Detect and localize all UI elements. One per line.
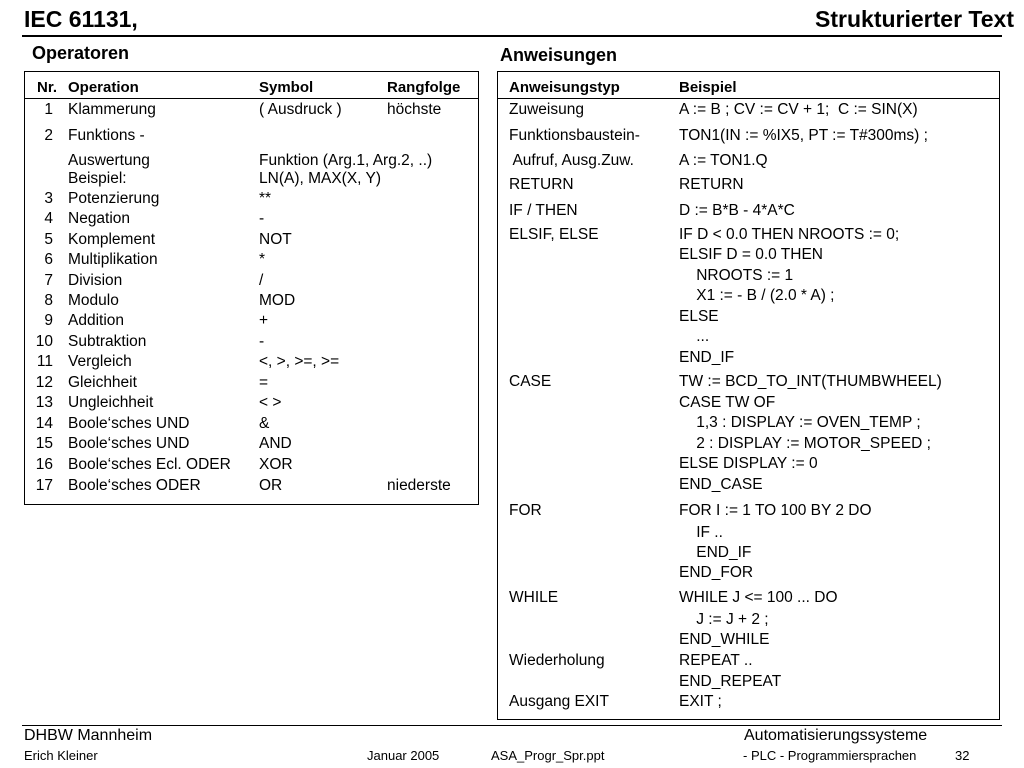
operator-name: Boole‘sches UND — [68, 415, 190, 432]
operator-nr: 1 — [44, 101, 53, 118]
operator-symbol: - — [259, 210, 265, 227]
statement-example: A := TON1.Q — [679, 152, 768, 169]
operator-nr: 16 — [35, 456, 53, 473]
statement-type: Zuweisung — [509, 101, 584, 118]
operator-symbol: Funktion (Arg.1, Arg.2, ..) — [259, 152, 433, 169]
operator-nr: 13 — [35, 394, 53, 411]
col-header-nr: Nr. — [37, 79, 58, 96]
statement-type: RETURN — [509, 176, 574, 193]
statement-type: FOR — [509, 502, 542, 519]
statement-example: 2 : DISPLAY := MOTOR_SPEED ; — [679, 435, 931, 452]
col-header-beispiel: Beispiel — [679, 79, 737, 96]
statement-example: END_IF — [679, 544, 752, 561]
operator-name: Klammerung — [68, 101, 156, 118]
col-header-operation: Operation — [68, 79, 139, 96]
operator-nr: 12 — [35, 374, 53, 391]
statement-type: Wiederholung — [509, 652, 605, 669]
operator-symbol: LN(A), MAX(X, Y) — [259, 170, 382, 187]
operator-symbol: + — [259, 312, 269, 329]
statement-example: A := B ; CV := CV + 1; C := SIN(X) — [679, 101, 918, 118]
operator-nr: 10 — [35, 333, 53, 350]
anweisungen-heading: Anweisungen — [500, 45, 618, 65]
statement-type: Funktionsbaustein- — [509, 127, 640, 144]
operator-nr: 8 — [44, 292, 53, 309]
title-divider — [22, 35, 1002, 37]
header-divider — [498, 98, 999, 99]
footer-divider — [22, 725, 1002, 726]
statement-example: REPEAT .. — [679, 652, 753, 669]
operatoren-heading: Operatoren — [32, 43, 130, 63]
statement-example: END_REPEAT — [679, 673, 782, 690]
operator-nr: 2 — [44, 127, 53, 144]
statement-type: WHILE — [509, 589, 559, 606]
statement-example: X1 := - B / (2.0 * A) ; — [679, 287, 835, 304]
statement-example: ELSIF D = 0.0 THEN — [679, 246, 824, 263]
footer-course: Automatisierungssysteme — [744, 727, 928, 744]
operator-nr: 15 — [35, 435, 53, 452]
operator-rank: niederste — [387, 477, 451, 494]
statement-table — [497, 71, 1000, 720]
col-header-anweisungstyp: Anweisungstyp — [509, 79, 620, 96]
slide-title-left: IEC 61131, — [24, 6, 138, 32]
statement-example: IF D < 0.0 THEN NROOTS := 0; — [679, 226, 900, 243]
operator-name: Modulo — [68, 292, 119, 309]
footer-filename: ASA_Progr_Spr.ppt — [491, 748, 605, 763]
footer-author: Erich Kleiner — [24, 748, 98, 763]
operator-symbol: * — [259, 251, 266, 268]
statement-example: TON1(IN := %IX5, PT := T#300ms) ; — [679, 127, 928, 144]
statement-example: END_WHILE — [679, 631, 770, 648]
operator-symbol: ** — [259, 190, 272, 207]
operator-name: Boole‘sches UND — [68, 435, 190, 452]
operator-symbol: = — [259, 374, 269, 391]
header-divider — [25, 98, 478, 99]
statement-example: J := J + 2 ; — [679, 611, 769, 628]
operator-rank: höchste — [387, 101, 442, 118]
slide-title-right: Strukturierter Text — [815, 6, 1014, 32]
operator-symbol: & — [259, 415, 270, 432]
operator-name: Boole‘sches Ecl. ODER — [68, 456, 231, 473]
statement-example: END_IF — [679, 349, 735, 366]
operator-nr: 5 — [44, 231, 53, 248]
statement-type: Ausgang EXIT — [509, 693, 609, 710]
operator-nr: 3 — [44, 190, 53, 207]
statement-type: Aufruf, Ausg.Zuw. — [509, 152, 634, 169]
statement-example: CASE TW OF — [679, 394, 776, 411]
operator-name: Addition — [68, 312, 125, 329]
operator-name: Beispiel: — [68, 170, 127, 187]
operator-name: Funktions - — [68, 127, 145, 144]
operator-name: Multiplikation — [68, 251, 158, 268]
statement-example: END_FOR — [679, 564, 754, 581]
footer-date: Januar 2005 — [367, 748, 440, 763]
operator-nr: 6 — [44, 251, 53, 268]
statement-example: FOR I := 1 TO 100 BY 2 DO — [679, 502, 872, 519]
statement-example: ELSE DISPLAY := 0 — [679, 455, 818, 472]
operator-symbol: OR — [259, 477, 283, 494]
statement-example: IF .. — [679, 524, 723, 541]
statement-example: WHILE J <= 100 ... DO — [679, 589, 838, 606]
statement-example: RETURN — [679, 176, 744, 193]
operator-table — [24, 71, 479, 505]
operator-nr: 14 — [35, 415, 53, 432]
operator-name: Potenzierung — [68, 190, 160, 207]
footer-org: DHBW Mannheim — [24, 727, 153, 744]
operator-nr: 9 — [44, 312, 53, 329]
operator-symbol: <, >, >=, >= — [259, 353, 340, 370]
operator-symbol: XOR — [259, 456, 293, 473]
operator-symbol: - — [259, 333, 265, 350]
operator-name: Komplement — [68, 231, 156, 248]
operator-name: Subtraktion — [68, 333, 147, 350]
operator-symbol: AND — [259, 435, 292, 452]
operator-symbol: ( Ausdruck ) — [259, 101, 342, 118]
operator-name: Negation — [68, 210, 131, 227]
statement-example: ... — [679, 328, 710, 345]
statement-example: NROOTS := 1 — [679, 267, 794, 284]
operator-nr: 17 — [35, 477, 53, 494]
col-header-rangfolge: Rangfolge — [387, 79, 461, 96]
statement-example: EXIT ; — [679, 693, 722, 710]
operator-name: Boole‘sches ODER — [68, 477, 201, 494]
statement-type: IF / THEN — [509, 202, 578, 219]
statement-example: D := B*B - 4*A*C — [679, 202, 795, 219]
operator-name: Ungleichheit — [68, 394, 154, 411]
statement-example: TW := BCD_TO_INT(THUMBWHEEL) — [679, 373, 942, 390]
operator-symbol: MOD — [259, 292, 296, 309]
operator-nr: 11 — [36, 353, 53, 370]
operator-symbol: NOT — [259, 231, 292, 248]
operator-name: Vergleich — [68, 353, 132, 370]
col-header-symbol: Symbol — [259, 79, 314, 96]
footer-page-number: 32 — [955, 748, 970, 763]
statement-example: 1,3 : DISPLAY := OVEN_TEMP ; — [679, 414, 921, 431]
statement-type: CASE — [509, 373, 552, 390]
operator-symbol: < > — [259, 394, 282, 411]
statement-type: ELSIF, ELSE — [509, 226, 599, 243]
statement-example: ELSE — [679, 308, 719, 325]
operator-name: Division — [68, 272, 123, 289]
statement-example: END_CASE — [679, 476, 763, 493]
operator-name: Auswertung — [68, 152, 150, 169]
operator-name: Gleichheit — [68, 374, 137, 391]
footer-subtitle: - PLC - Programmiersprachen — [743, 748, 917, 763]
operator-symbol: / — [259, 272, 264, 289]
operator-nr: 7 — [44, 272, 53, 289]
operator-nr: 4 — [44, 210, 53, 227]
